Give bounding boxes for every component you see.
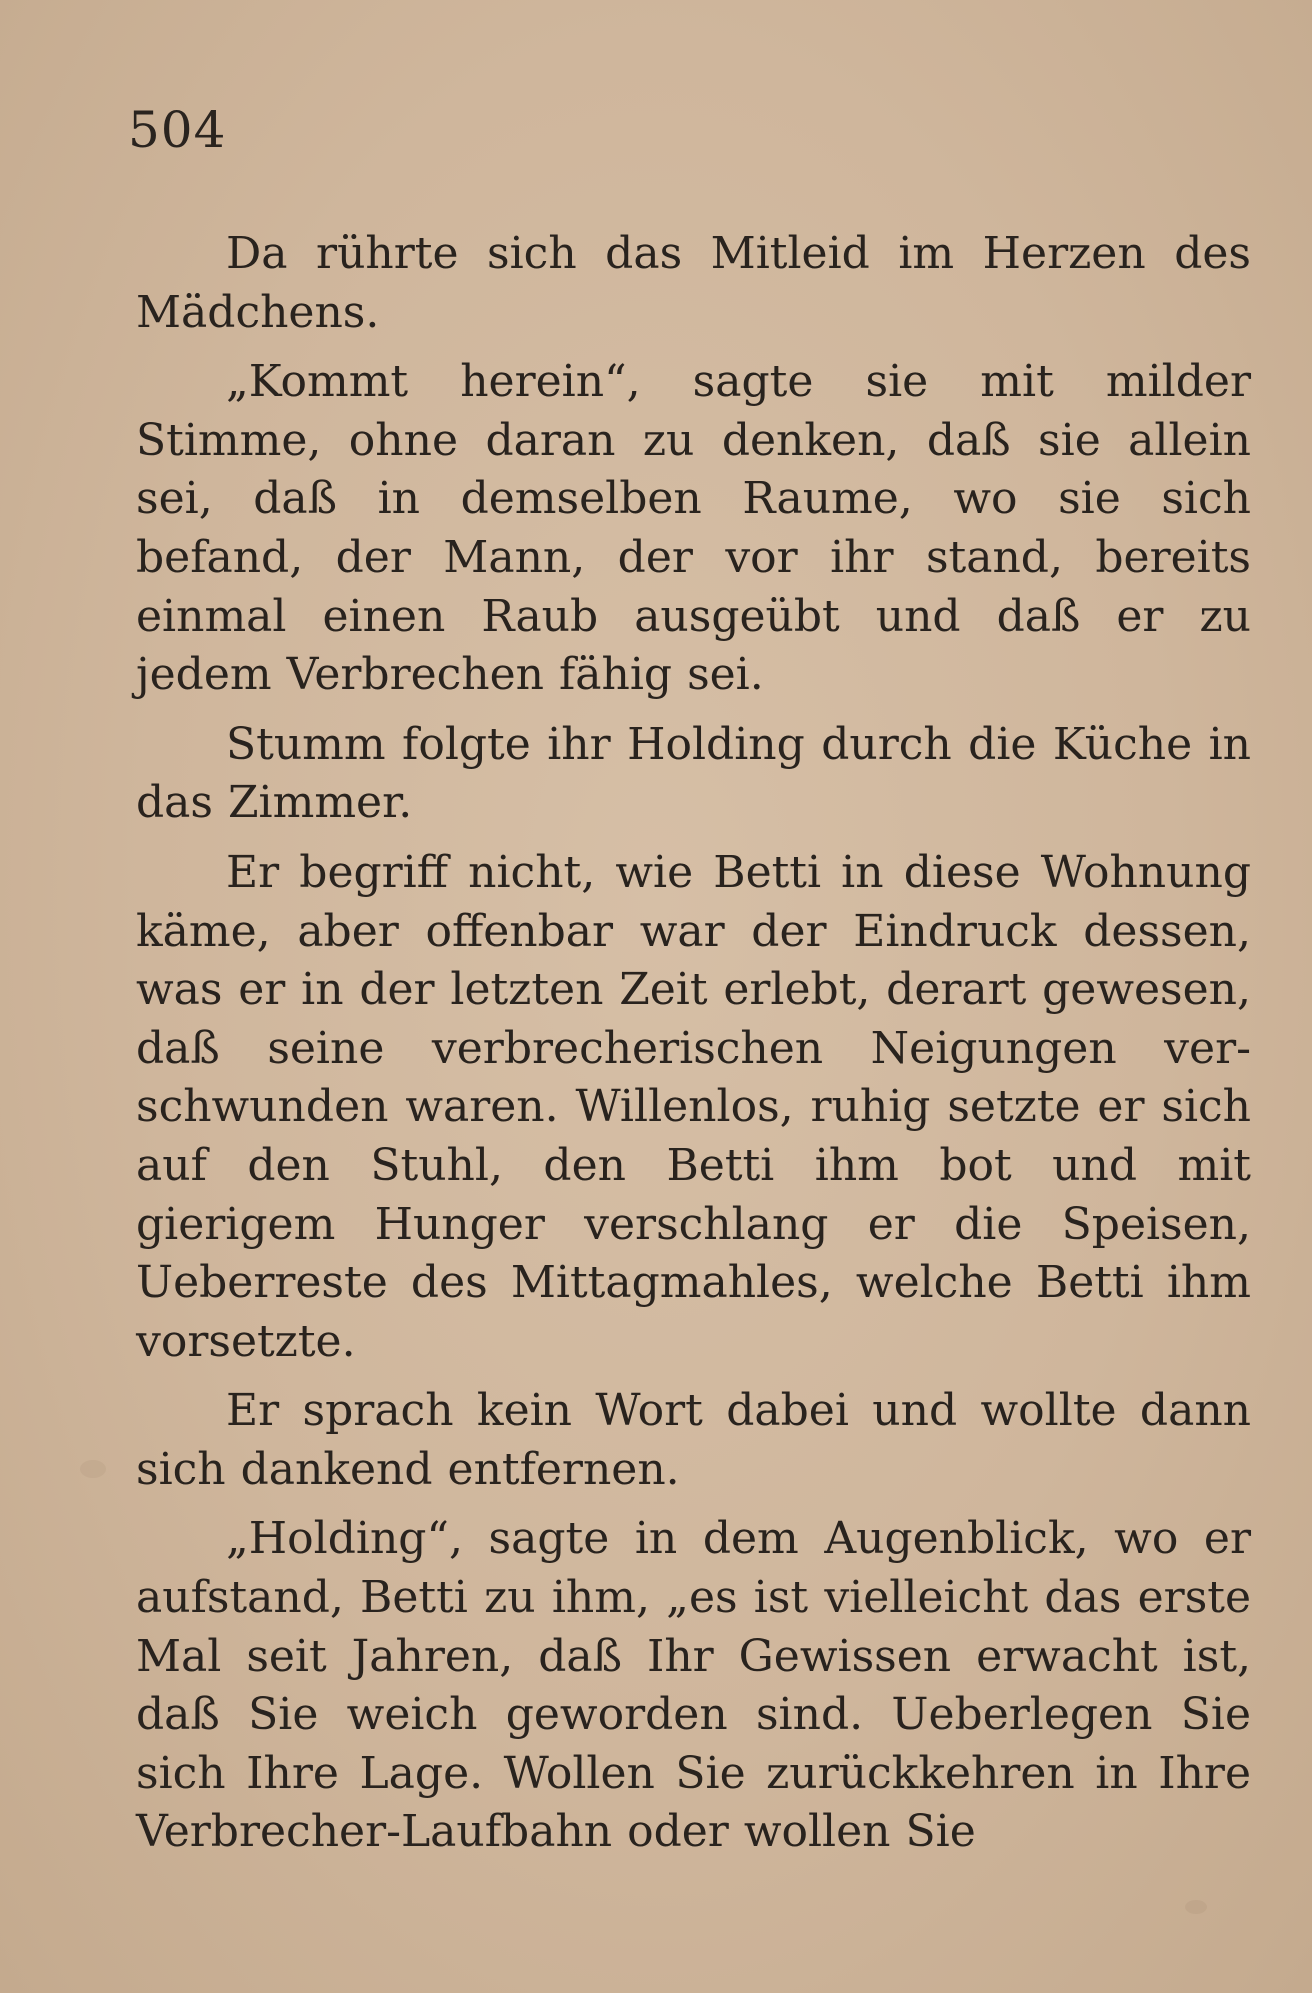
paragraph: Er begriff nicht, wie Betti in diese Wohnung käme, aber offenbar war der Eindruck dessen, was er in der letzten Zeit erlebt, derart gewesen, daß seine verbrecherischen Neigungen verschwunden waren. Willenlos, ruhig setzte er sich auf den Stuhl, den Betti ihm bot und mit gierigem Hunger verschlang er die Speisen, Ueberreste des Mittagmahles, welche Betti ihm vorsetzte.: [136, 846, 1251, 1367]
paragraph: „Holding“, sagte in dem Augenblick, wo er aufstand, Betti zu ihm, „es ist vielleicht das erste Mal seit Jahren, daß Ihr Gewissen erwacht ist, daß Sie weich geworden sind. Ueberlegen Sie sich Ihre Lage. Wollen Sie zurückkehren in Ihre Verbrecher-Laufbahn oder wollen Sie: [136, 1513, 1251, 1858]
page-number: 504: [128, 101, 227, 159]
body-text: [136, 225, 1251, 1873]
paper-stain: [1185, 1900, 1207, 1914]
paper-stain: [80, 1460, 106, 1478]
paragraph: Stumm folgte ihr Holding durch die Küche in das Zimmer.: [136, 718, 1251, 829]
paragraph: Da rührte sich das Mitleid im Herzen des Mädchens.: [136, 228, 1251, 338]
paragraph: Er sprach kein Wort dabei und wollte dann sich dankend entfernen.: [136, 1385, 1251, 1495]
paragraph: „Kommt herein“, sagte sie mit milder Stimme, ohne daran zu denken, daß sie allein sei, daß in demselben Raume, wo sie sich befand, der Mann, der vor ihr stand, bereits einmal einen Raub ausgeübt und daß er zu jedem Verbrechen fähig sei.: [136, 356, 1251, 701]
